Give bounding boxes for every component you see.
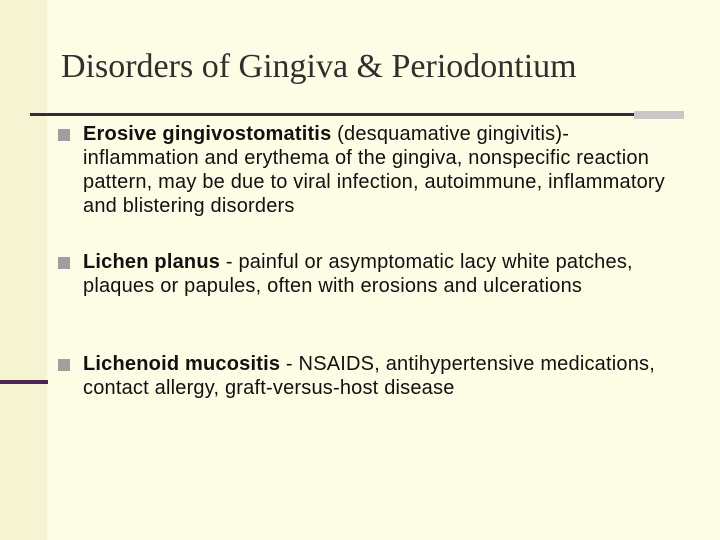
- left-margin-band: [0, 0, 47, 540]
- bullet-description: (desquamative gingivitis)- inflammation and erythema of the gingiva, nonspecific reaction pattern, may be due to viral infection, autoimmune, inflammatory and blistering disorders: [83, 123, 665, 217]
- bullet-term: Erosive gingivostomatitis: [83, 123, 332, 145]
- slide-title: Disorders of Gingiva & Periodontium: [61, 48, 577, 85]
- title-underline: [30, 113, 676, 116]
- square-bullet-icon: [58, 129, 70, 141]
- side-accent-tab: [0, 380, 48, 384]
- bullet-description: - painful or asymptomatic lacy white patches, plaques or papules, often with erosions and ulcerations: [83, 251, 633, 297]
- bullet-text: [83, 250, 678, 298]
- bullet-item-erosive-gingivostomatitis: [58, 122, 678, 218]
- square-bullet-icon: [58, 359, 70, 371]
- bullet-term: Lichen planus: [83, 251, 221, 273]
- bullet-text: [83, 122, 678, 218]
- bullet-item-lichen-planus: [58, 250, 678, 298]
- title-underline-accent: [634, 111, 684, 119]
- bullet-term: Lichenoid mucositis: [83, 353, 281, 375]
- square-bullet-icon: [58, 257, 70, 269]
- bullet-description: - NSAIDS, antihypertensive medications, contact allergy, graft-versus-host disease: [83, 353, 655, 399]
- bullet-text: [83, 352, 678, 400]
- bullet-item-lichenoid-mucositis: [58, 352, 678, 400]
